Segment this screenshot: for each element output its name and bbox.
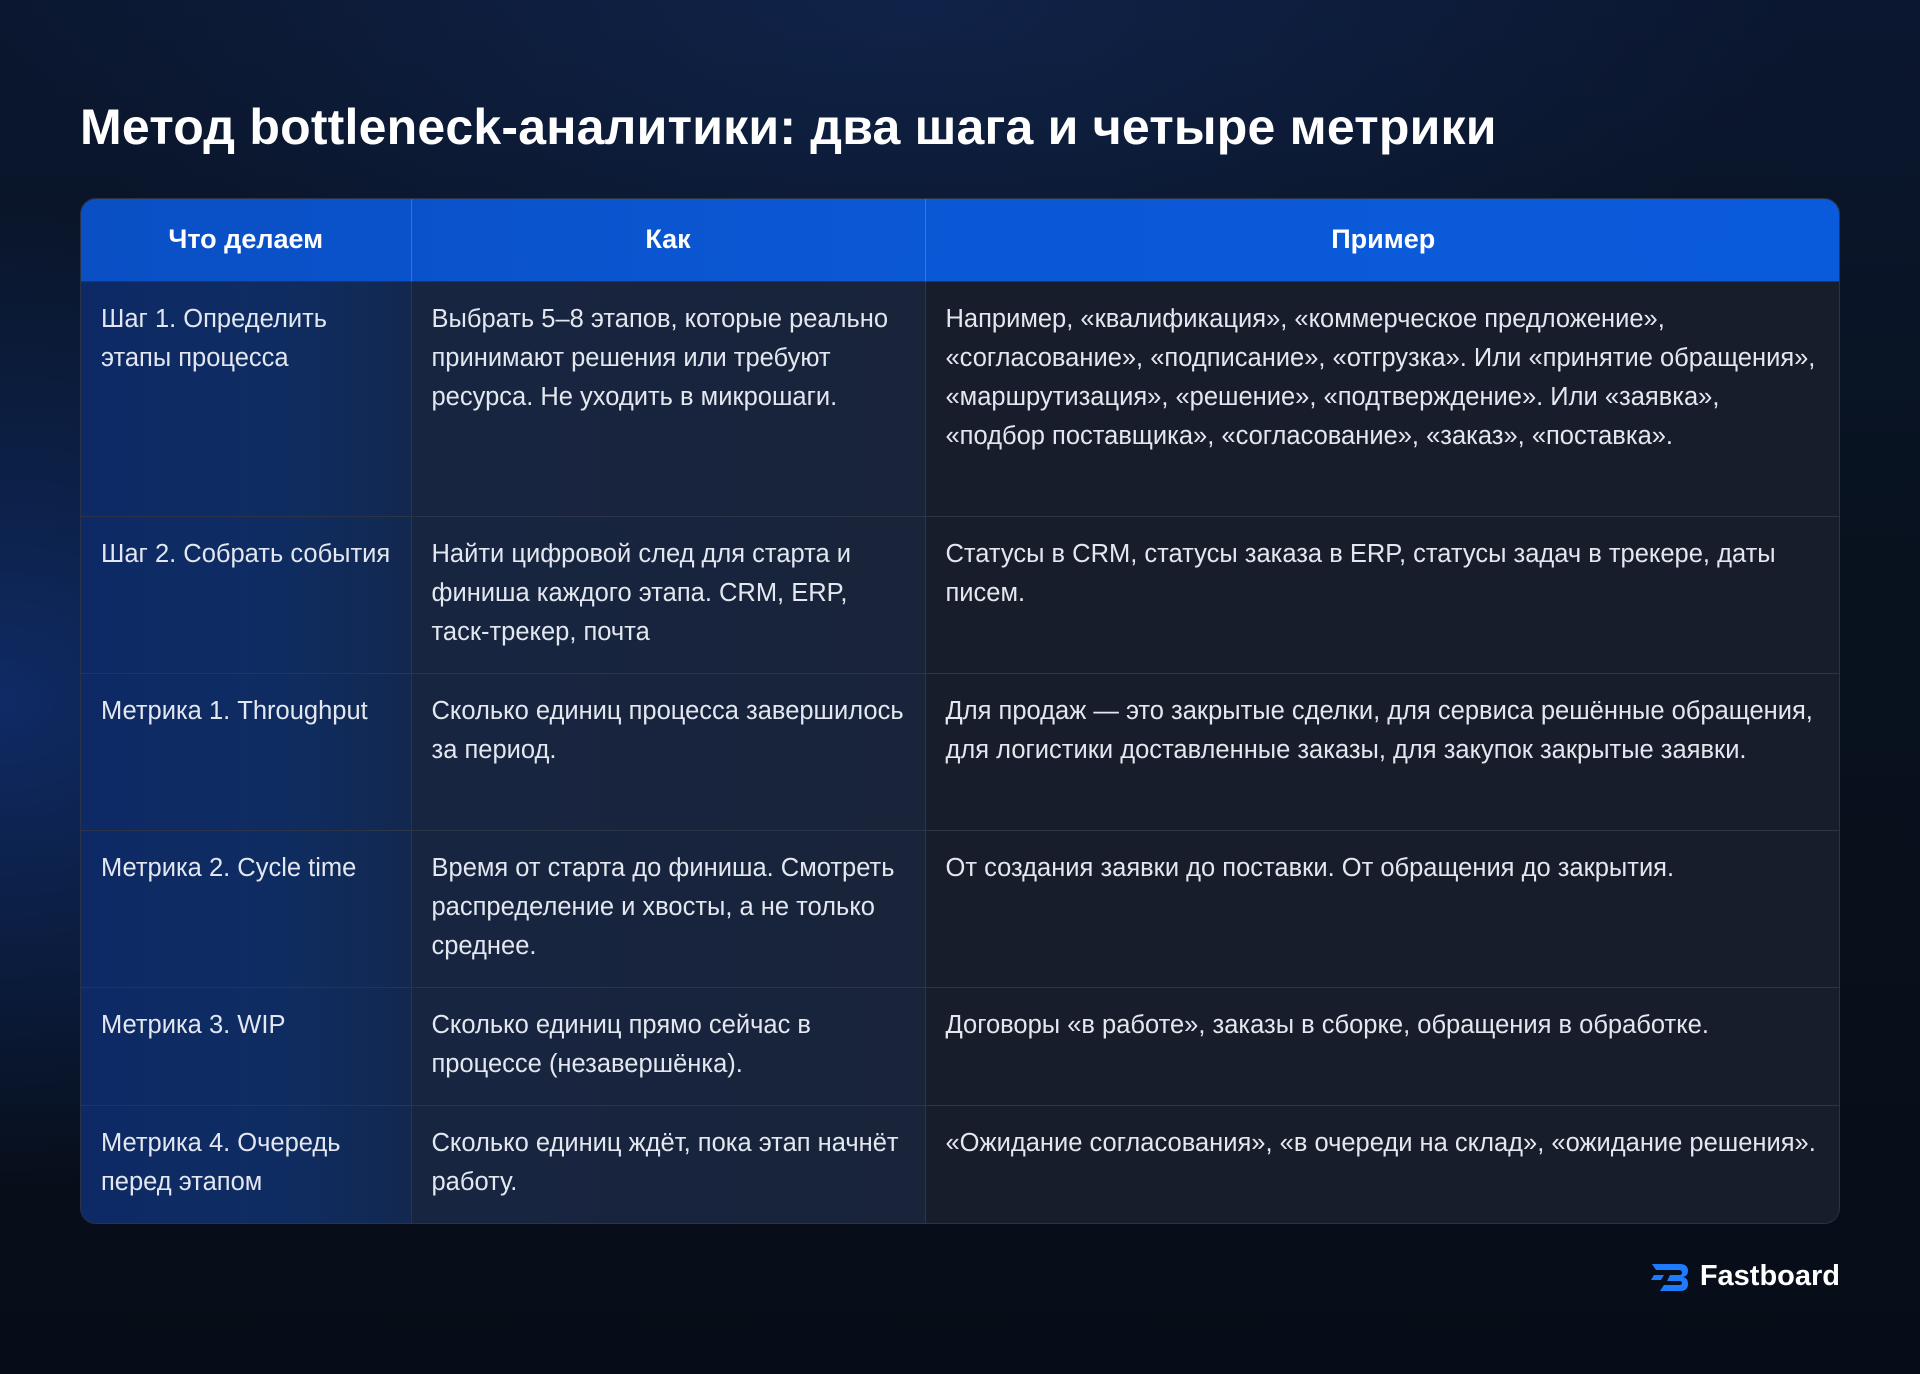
cell-example: Например, «квалификация», «коммерческое предложение», «согласование», «подписание», «отгрузка». Или «принятие обращения», «маршрутизация», «решение», «подтверждение». Или «заявка», «подбор поставщика», «согласование», «заказ», «поставка».: [925, 281, 1840, 516]
cell-what: Метрика 4. Очередь перед этапом: [81, 1105, 411, 1223]
cell-how: Сколько единиц процесса завершилось за период.: [411, 673, 925, 830]
comparison-table: [80, 198, 1840, 1224]
cell-example: Статусы в CRM, статусы заказа в ERP, статусы задач в трекере, даты писем.: [925, 516, 1840, 673]
table-header-row: [81, 199, 1840, 281]
brand-name: Fastboard: [1699, 1260, 1840, 1292]
cell-what: Метрика 1. Throughput: [81, 673, 411, 830]
page-title: Метод bottleneck-аналитики: два шага и четыре метрики: [80, 99, 1497, 155]
header-what: Что делаем: [81, 199, 411, 281]
table-row: [81, 830, 1840, 987]
cell-example: Для продаж — это закрытые сделки, для сервиса решённые обращения, для логистики доставленные заказы, для закупок закрытые заявки.: [925, 673, 1840, 830]
cell-how: Найти цифровой след для старта и финиша каждого этапа. CRM, ERP, таск-трекер, почта: [411, 516, 925, 673]
table-row: [81, 516, 1840, 673]
cell-how: Время от старта до финиша. Смотреть распределение и хвосты, а не только среднее.: [411, 830, 925, 987]
table-row: [81, 281, 1840, 516]
cell-example: «Ожидание согласования», «в очереди на склад», «ожидание решения».: [925, 1105, 1840, 1223]
header-how: Как: [411, 199, 925, 281]
brand-logo: [1650, 1260, 1840, 1293]
table-row: [81, 987, 1840, 1105]
cell-how: Сколько единиц прямо сейчас в процессе (незавершёнка).: [411, 987, 925, 1105]
cell-what: Шаг 1. Определить этапы процесса: [81, 281, 411, 516]
cell-example: Договоры «в работе», заказы в сборке, обращения в обработке.: [925, 987, 1840, 1105]
table-row: [81, 673, 1840, 830]
cell-what: Метрика 3. WIP: [81, 987, 411, 1105]
cell-example: От создания заявки до поставки. От обращения до закрытия.: [925, 830, 1840, 987]
table-row: [81, 1105, 1840, 1223]
cell-what: Шаг 2. Собрать события: [81, 516, 411, 673]
cell-what: Метрика 2. Cycle time: [81, 830, 411, 987]
cell-how: Выбрать 5–8 этапов, которые реально принимают решения или требуют ресурса. Не уходить в микрошаги.: [411, 281, 925, 516]
fastboard-logo-icon: [1650, 1261, 1690, 1293]
header-example: Пример: [1331, 224, 1436, 255]
cell-how: Сколько единиц ждёт, пока этап начнёт работу.: [411, 1105, 925, 1223]
